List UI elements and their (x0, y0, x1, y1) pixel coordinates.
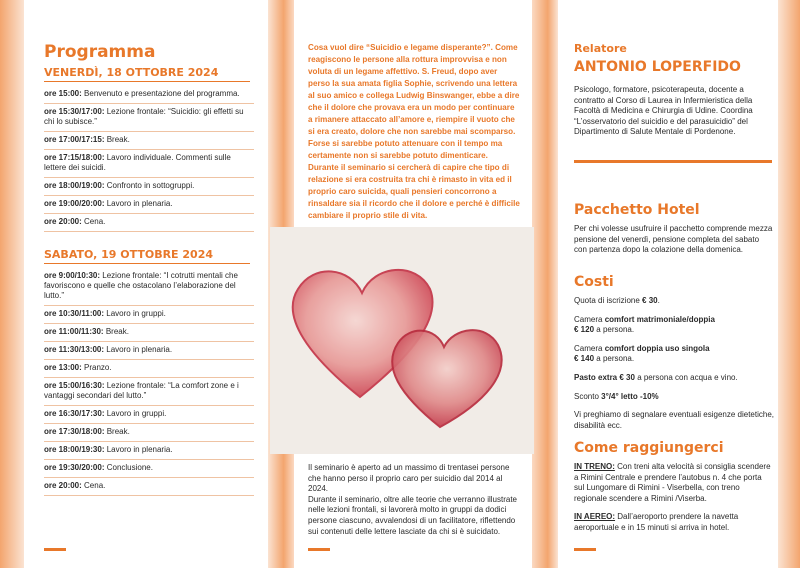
schedule-item (44, 360, 254, 378)
decorative-strip-right (778, 0, 800, 568)
schedule-time: ore 18:00/19:30: (44, 445, 105, 454)
schedule-item (44, 306, 254, 324)
intro-column (308, 42, 520, 222)
schedule-time: ore 17:30/18:00: (44, 427, 105, 436)
camera2-price: € 140 (574, 354, 595, 364)
programma-title: Programma (44, 42, 156, 62)
hotel-title: Pacchetto Hotel (574, 202, 700, 218)
aereo-label: IN AEREO: (574, 512, 616, 522)
pasto-line (574, 373, 774, 384)
camera2-suffix: a persona. (596, 354, 635, 364)
treno-label: IN TRENO: (574, 462, 615, 471)
camera1-line (574, 315, 774, 336)
schedule-item (44, 132, 254, 150)
schedule-time: ore 17:00/17:15: (44, 135, 105, 144)
schedule-text: Lezione frontale: “La comfort zone e i vantaggi secondari del lutto.” (44, 381, 239, 400)
seminar-info (308, 463, 520, 537)
schedule-item (44, 150, 254, 178)
accent-bar (44, 548, 66, 551)
treno-info (574, 462, 774, 504)
schedule-item (44, 406, 254, 424)
decorative-strip-left (0, 0, 24, 568)
programma-column (44, 42, 254, 496)
schedule-item (44, 196, 254, 214)
schedule-text: Confronto in sottogruppi. (106, 181, 195, 190)
schedule-text: Break. (106, 427, 130, 436)
section-divider-bar (574, 160, 772, 163)
costi-note: Vi preghiamo di segnalare eventuali esigenze dietetiche, disabilità ecc. (574, 410, 774, 430)
aereo-info (574, 512, 774, 533)
schedule-time: ore 20:00: (44, 217, 82, 226)
seminar-info-paragraph-1: Il seminario è aperto ad un massimo di trentasei persone che hanno perso il proprio caro per suicidio dal 2014 al 2024. (308, 463, 510, 494)
schedule-item (44, 442, 254, 460)
schedule-text: Conclusione. (106, 463, 153, 472)
details-column (574, 42, 774, 138)
pasto-suffix: a persona con acqua e vino. (637, 372, 738, 382)
pasto-label: Pasto extra (574, 372, 618, 382)
camera1-prefix: Camera (574, 314, 603, 324)
day-heading-venerdi: VENERDÌ, 18 OTTOBRE 2024 (44, 66, 219, 79)
hearts-watercolor-image (270, 227, 534, 454)
schedule-text: Benvenuto e presentazione del programma. (84, 89, 240, 98)
day-divider (44, 81, 250, 82)
schedule-text: Cena. (84, 481, 106, 490)
quota-value: € 30 (642, 296, 658, 305)
schedule-time: ore 13:00: (44, 363, 82, 372)
schedule-time: ore 20:00: (44, 481, 82, 490)
schedule-text: Lavoro in plenaria. (106, 199, 173, 208)
intro-quote: Cosa vuol dire “Suicidio e legame disperante?”. Come reagiscono le persone alla rottura improvvisa e non voluta di un legame affettivo. S. Freud, dopo aver perso la sua amata figlia Sophie, scrivendo una lettera al suo amico e collega Ludwig Binswanger, ebbe a dire che il dolore che provava era un modo per continuare a rimanere attaccato all’amore e, riempire il vuoto che si era creato, dolore che non sarebbe mai scomparso. Forse si sarebbe potuto attenuare con il tempo ma certamente non si sarebbe potuto dimenticare. Durante il seminario si cercherà di capire che tipo di relazione si era costruita tra chi è rimasto in vita ed il proprio caro suicida, quali pensieri concorrono a rinsaldare sia il ricordo che il dolore e perché è difficile cambiare il proprio stile di vita. (308, 43, 520, 220)
schedule-time: ore 19:30/20:00: (44, 463, 105, 472)
schedule-time: ore 15:00: (44, 89, 82, 98)
camera2-type: comfort doppia uso singola (604, 343, 710, 353)
schedule-item (44, 178, 254, 196)
camera1-type: comfort matrimoniale/doppia (604, 314, 715, 324)
schedule-text: Break. (106, 135, 130, 144)
schedule-time: ore 16:30/17:30: (44, 409, 105, 418)
camera1-suffix: a persona. (596, 325, 635, 335)
schedule-item (44, 214, 254, 232)
schedule-text: Lavoro in plenaria. (106, 345, 173, 354)
schedule-item (44, 86, 254, 104)
relatore-bio: Psicologo, formatore, psicoterapeuta, docente a contratto al Corso di Laurea in Infermieristica della Facoltà di Medicina e Chirurgia di Udine. Coordina “L’osservatorio del suicidio e del parasuicidio” del Dipartimento di Salute Mentale di Pordenone. (574, 85, 753, 137)
schedule-item (44, 460, 254, 478)
quota-label: Quota di iscrizione (574, 296, 640, 305)
quota-line: Quota di iscrizione € 30. (574, 296, 660, 305)
schedule-list-day1 (44, 86, 254, 232)
decorative-strip-fold-2 (532, 0, 558, 568)
camera2-prefix: Camera (574, 343, 603, 353)
schedule-text: Lezione frontale: “Suicidio: gli effetti su chi lo subisce.” (44, 107, 244, 126)
schedule-text: Break. (105, 327, 129, 336)
schedule-time: ore 10:30/11:00: (44, 309, 105, 318)
schedule-time: ore 9:00/10:30: (44, 271, 101, 280)
schedule-item (44, 342, 254, 360)
hotel-text: Per chi volesse usufruire il pacchetto comprende mezza pensione del venerdì, pensione completa del sabato con partenza dopo la colazione della domenica. (574, 224, 773, 255)
accent-bar (574, 548, 596, 551)
schedule-time: ore 11:00/11:30: (44, 327, 104, 336)
aereo-text: Dall’aeroporto prendere la navetta aeroportuale e in 15 minuti si arriva in hotel. (574, 512, 739, 532)
schedule-text: Lavoro in gruppi. (106, 409, 167, 418)
schedule-time: ore 17:15/18:00: (44, 153, 105, 162)
sconto-line (574, 392, 774, 403)
pasto-price: € 30 (619, 372, 635, 382)
day-heading-sabato: SABATO, 19 OTTOBRE 2024 (44, 248, 214, 261)
schedule-item (44, 378, 254, 406)
costi-section (574, 274, 774, 431)
treno-text: Con treni alta velocità si consiglia scendere a Rimini Centrale e prendere l’autobus n. 4 che porta sul Lungomare di Rimini - Viserbella, con treno regionale scendere a Rimini /Viserba. (574, 462, 771, 503)
schedule-text: Cena. (84, 217, 106, 226)
relatore-label: Relatore (574, 42, 627, 55)
schedule-text: Lavoro in plenaria. (106, 445, 173, 454)
accent-bar (308, 548, 330, 551)
schedule-time: ore 19:00/20:00: (44, 199, 105, 208)
schedule-text: Lavoro individuale. Commenti sulle lettere dei suicidi. (44, 153, 231, 172)
camera2-line (574, 344, 774, 365)
hotel-section (574, 202, 774, 256)
schedule-time: ore 15:00/16:30: (44, 381, 105, 390)
sconto-value: 3°/4° letto -10% (601, 391, 659, 401)
come-section (574, 440, 774, 534)
schedule-item (44, 478, 254, 496)
schedule-time: ore 11:30/13:00: (44, 345, 105, 354)
costi-title: Costi (574, 274, 614, 290)
schedule-text: Lavoro in gruppi. (106, 309, 166, 318)
sconto-label: Sconto (574, 391, 599, 401)
camera1-price: € 120 (574, 325, 595, 335)
schedule-list-day2 (44, 268, 254, 496)
schedule-text: Lezione frontale: “I cotrutti mentali che favoriscono e quelle che ostacolano l’elaborazione del lutto.” (44, 271, 238, 300)
schedule-time: ore 15:30/17:00: (44, 107, 105, 116)
schedule-text: Pranzo. (84, 363, 112, 372)
seminar-info-paragraph-2: Durante il seminario, oltre alle teorie che verranno illustrate nelle lezioni frontali, si lavorerà molto in gruppi da dodici persone ciascuno, avvalendosi di un facilitatore, riflettendo sui contenuti delle lettere lasciate da chi si è suicidato. (308, 494, 517, 536)
schedule-item (44, 324, 254, 342)
come-title: Come raggiungerci (574, 440, 724, 456)
schedule-time: ore 18:00/19:00: (44, 181, 105, 190)
schedule-item (44, 268, 254, 306)
schedule-item (44, 424, 254, 442)
relatore-name: ANTONIO LOPERFIDO (574, 59, 741, 75)
day-divider (44, 263, 250, 264)
schedule-item (44, 104, 254, 132)
